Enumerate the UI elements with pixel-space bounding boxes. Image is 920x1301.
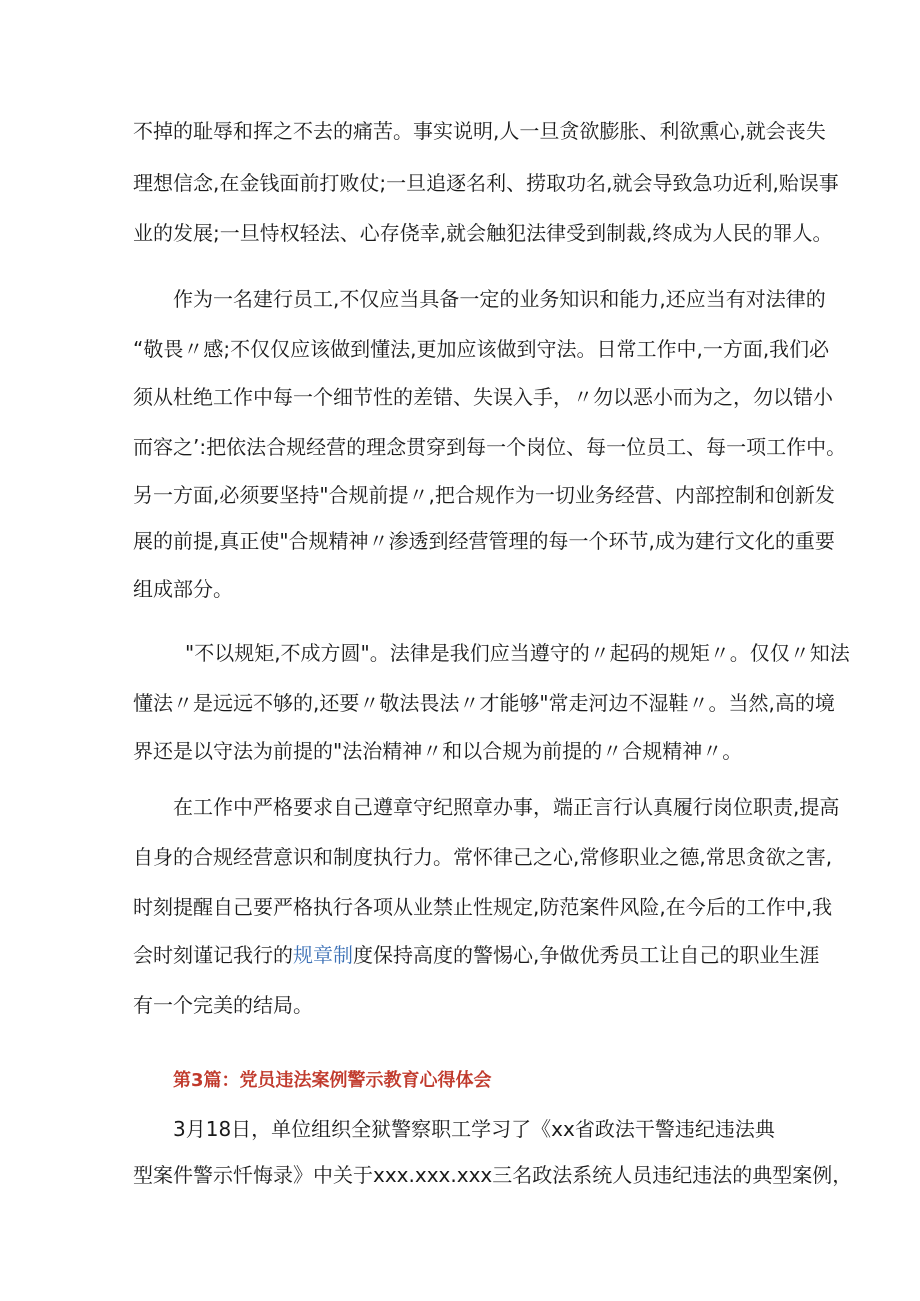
paragraph-2-line-4: 而容之’:把依法合规经营的理念贯穿到每一个岗位、每一位员工、每一项工作中。	[133, 435, 847, 459]
paragraph-1-line-1: 不掉的耻辱和挥之不去的痛苦。事实说明,人一旦贪欲膨胀、利欲熏心,就会丧失	[133, 119, 826, 143]
paragraph-4-line-3: 时刻提醒自己要严格执行各项从业禁止性规定,防范案件风险,在今后的工作中,我	[133, 895, 833, 919]
paragraph-4-line-1: 在工作中严格要求自己遵章守纪照章办事，端正言行认真履行岗位职责,提高	[173, 795, 840, 819]
paragraph-1-line-3: 业的发展;一旦恃权轻法、心存侥幸,就会触犯法律受到制裁,终成为人民的罪人。	[133, 221, 833, 245]
paragraph-5-line-1: 3月18日，单位组织全狱警察职工学习了《xx省政法干警违纪违法典	[173, 1117, 775, 1141]
paragraph-4-line-2: 自身的合规经营意识和制度执行力。常怀律己之心,常修职业之德,常思贪欲之害,	[133, 845, 833, 869]
section-heading: 第3篇：党员违法案例警示教育心得体会	[173, 1070, 492, 1091]
paragraph-2-line-7: 组成部分。	[133, 577, 233, 601]
rules-link[interactable]: 规章制	[293, 943, 353, 967]
paragraph-2-line-2: “敬畏〃感;不仅仅应该做到懂法,更加应该做到守法。日常工作中,一方面,我们必	[133, 337, 830, 361]
paragraph-5-line-2: 型案件警示忏悔录》中关于xxx.xxx.xxx三名政法系统人员违纪违法的典型案例，	[133, 1163, 853, 1187]
paragraph-4-line-4-end: 度保持高度的警惕心,争做优秀员工让自己的职业生涯	[353, 943, 820, 967]
paragraph-4-line-4-start: 会时刻谨记我行的	[133, 943, 293, 967]
paragraph-2-line-5: 另一方面,必须要坚持"合规前提〃,把合规作为一切业务经营、内部控制和创新发	[133, 483, 835, 507]
paragraph-2-line-3: 须从杜绝工作中每一个细节性的差错、失误入手，〃勿以恶小而为之，勿以错小	[133, 385, 833, 409]
paragraph-3-line-3: 界还是以守法为前提的"法治精神〃和以合规为前提的〃合规精神〃。	[133, 739, 743, 763]
paragraph-3-line-2: 懂法〃是远远不够的,还要〃敬法畏法〃才能够"常走河边不湿鞋〃。当然,高的境	[133, 691, 835, 715]
paragraph-4-line-4	[133, 942, 819, 968]
paragraph-1-line-2: 理想信念,在金钱面前打败仗;一旦追逐名利、捞取功名,就会导致急功近利,贻误事	[133, 171, 839, 195]
paragraph-2-line-1: 作为一名建行员工,不仅应当具备一定的业务知识和能力,还应当有对法律的	[173, 287, 826, 311]
paragraph-3-line-1: "不以规矩,不成方圆"。法律是我们应当遵守的〃起码的规矩〃。仅仅〃知法	[185, 641, 850, 665]
paragraph-4-line-5: 有一个完美的结局。	[133, 993, 313, 1017]
paragraph-2-line-6: 展的前提,真正使"合规精神〃渗透到经营管理的每一个环节,成为建行文化的重要	[133, 529, 835, 553]
